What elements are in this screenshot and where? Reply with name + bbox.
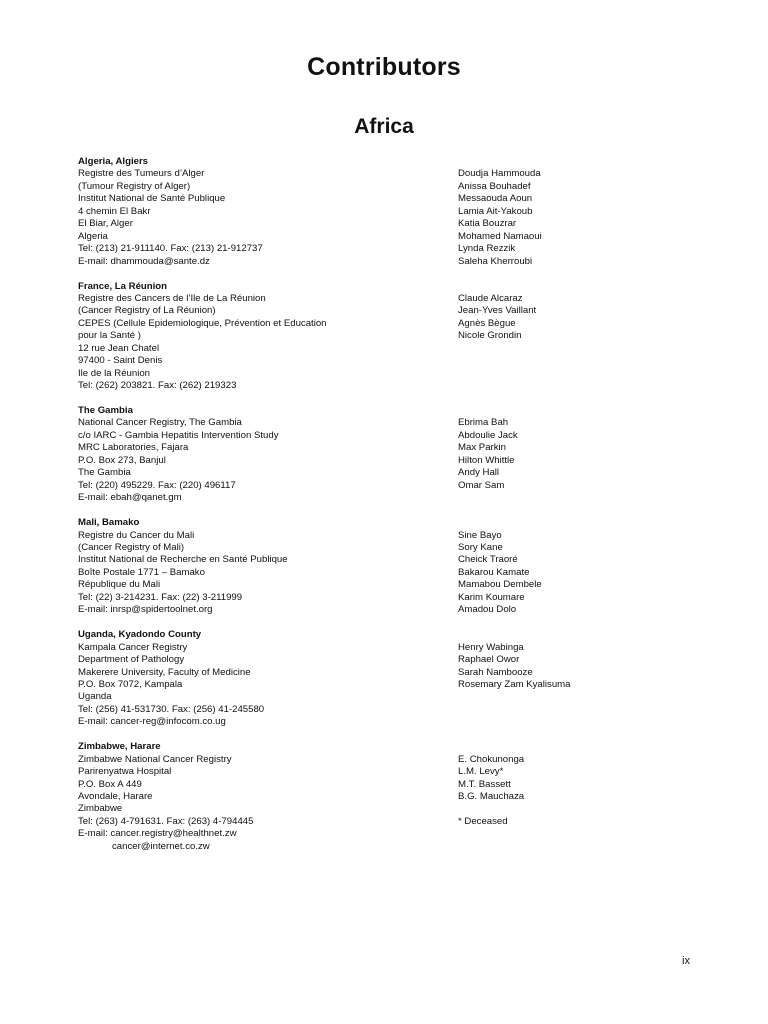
contributor-name: Karim Koumare [458,591,525,603]
address-line: (Cancer Registry of La Réunion) [78,305,216,317]
contributor-name: Omar Sam [458,479,505,491]
contributor-name: Raphael Owor [458,654,520,666]
address-line: Tel: (262) 203821. Fax: (262) 219323 [78,380,237,392]
contributor-list [78,156,678,866]
entry-address-block [78,517,448,617]
contributor-name: Sarah Nambooze [458,666,533,678]
contributor-name: L.M. Levy* [458,766,504,778]
contributor-name: Anissa Bouhadef [458,180,531,192]
entry-address-block [78,405,448,505]
address-line: CEPES (Cellule Epidemiologique, Prévention et Education [78,317,327,329]
address-line: Tel: (263) 4-791631. Fax: (263) 4-794445 [78,815,254,827]
address-line: Uganda [78,691,112,703]
contributor-name: Ebrima Bah [458,417,509,429]
address-line: Ile de la Réunion [78,367,151,379]
address-line: Parirenyatwa Hospital [78,766,172,778]
contributor-name: Cheick Traoré [458,554,518,566]
address-line: Registre des Tumeurs d’Alger [78,168,205,180]
contributor-name: Abdoulie Jack [458,429,518,441]
address-line: (Cancer Registry of Mali) [78,542,185,553]
address-line: 12 rue Jean Chatel [78,342,160,354]
contributor-name: Bakarou Kamate [458,566,530,578]
address-line: c/o IARC - Gambia Hepatitis Intervention Study [78,429,279,441]
entry-heading: Zimbabwe, Harare [78,741,161,753]
address-line: pour la Santé ) [78,330,141,342]
address-line: Tel: (220) 495229. Fax: (220) 496117 [78,479,236,491]
address-line: Zimbabwe [78,803,123,815]
address-line: République du Mali [78,579,161,591]
entry-contributors [458,168,678,268]
entry-heading: France, La Réunion [78,280,168,292]
address-line: 97400 - Saint Denis [78,355,163,367]
address-line: El Biar, Alger [78,218,133,230]
address-line: 4 chemin El Bakr [78,205,151,217]
address-line: Makerere University, Faculty of Medicine [78,666,251,678]
contributor-name: Doudja Hammouda [458,168,541,180]
entry-uganda [78,629,678,729]
address-line: The Gambia [78,467,131,479]
contributor-name: B.G. Mauchaza [458,791,525,803]
entry-contributors [458,530,678,617]
contributor-name: Sory Kane [458,541,503,553]
contributor-name: Katia Bouzrar [458,218,517,230]
entry-heading: Mali, Bamako [78,517,140,529]
email-line-secondary: cancer@internet.co.zw [112,840,210,852]
email-line: E-mail: inrsp@spidertoolnet.org [78,604,213,616]
entry-zimbabwe [78,741,678,853]
address-line: P.O. Box A 449 [78,778,142,790]
contributor-name: Saleha Kherroubi [458,255,533,267]
contributor-name: Jean-Yves Vaillant [458,305,537,317]
address-line: Registre des Cancers de l’Ile de La Réunion [78,292,266,304]
contributor-name: Nicole Grondin [458,330,522,342]
contributor-name: Rosemary Zam Kyalisuma [458,678,571,690]
entry-mali [78,517,678,617]
contributor-name: Claude Alcaraz [458,292,523,304]
entry-algeria [78,156,678,268]
entry-gambia [78,405,678,505]
address-line: Tel: (213) 21-911140. Fax: (213) 21-912737 [78,243,263,255]
contributor-name: M.T. Bassett [458,778,511,790]
address-line: P.O. Box 273, Banjul [78,454,166,466]
entry-address-block [78,281,448,393]
email-line: E-mail: dhammouda@sante.dz [78,255,210,267]
entry-contributors [458,417,678,492]
contributor-name: Mamabou Dembele [458,579,542,591]
contributor-name: Amadou Dolo [458,604,517,616]
contributor-name: Sine Bayo [458,529,502,541]
contributor-name: Lamia Ait-Yakoub [458,205,533,217]
address-line: Tel: (22) 3-214231. Fax: (22) 3-211999 [78,591,243,603]
contributor-name: Mohamed Namaoui [458,230,542,242]
entry-address-block [78,741,448,853]
contributor-name: E. Chokunonga [458,753,525,765]
entry-contributors [458,754,678,829]
email-line: E-mail: cancer-reg@infocom.co.ug [78,716,226,728]
contributor-name: Lynda Rezzik [458,243,516,255]
entry-heading: Uganda, Kyadondo County [78,629,202,641]
address-line: Avondale, Harare [78,791,153,803]
address-line: Zimbabwe National Cancer Registry [78,753,232,765]
address-line: Kampala Cancer Registry [78,641,188,653]
deceased-footnote: * Deceased [458,815,508,827]
entry-address-block [78,156,448,268]
address-line: (Tumour Registry of Alger) [78,180,191,192]
address-line: MRC Laboratories, Fajara [78,442,189,454]
entry-heading: The Gambia [78,405,133,417]
address-line: Algeria [78,230,108,242]
entry-address-block [78,629,448,729]
page-title: Contributors [307,53,461,81]
address-line: Boîte Postale 1771 – Bamako [78,566,205,578]
address-line: Institut National de Recherche en Santé Publique [78,554,288,566]
address-line: Registre du Cancer du Mali [78,529,195,541]
entry-contributors [458,293,678,343]
address-line: Tel: (256) 41-531730. Fax: (256) 41-245580 [78,703,265,715]
address-line: P.O. Box 7072, Kampala [78,678,183,690]
contributor-name: Messaouda Aoun [458,193,533,205]
contributor-name: Agnès Bègue [458,317,516,329]
address-line: Institut National de Santé Publique [78,193,226,205]
contributor-name: Max Parkin [458,442,506,454]
email-line: E-mail: cancer.registry@healthnet.zw [78,828,237,840]
contributor-name: Henry Wabinga [458,641,524,653]
page-number: ix [682,955,690,967]
address-line: Department of Pathology [78,654,185,666]
entry-la-reunion [78,281,678,393]
contributor-name: Andy Hall [458,467,500,479]
entry-contributors [458,642,678,692]
section-title-africa: Africa [354,115,414,138]
entry-heading: Algeria, Algiers [78,156,149,167]
email-line: E-mail: ebah@qanet.gm [78,492,182,504]
address-line: National Cancer Registry, The Gambia [78,417,242,429]
contributor-name: Hilton Whittle [458,454,515,466]
